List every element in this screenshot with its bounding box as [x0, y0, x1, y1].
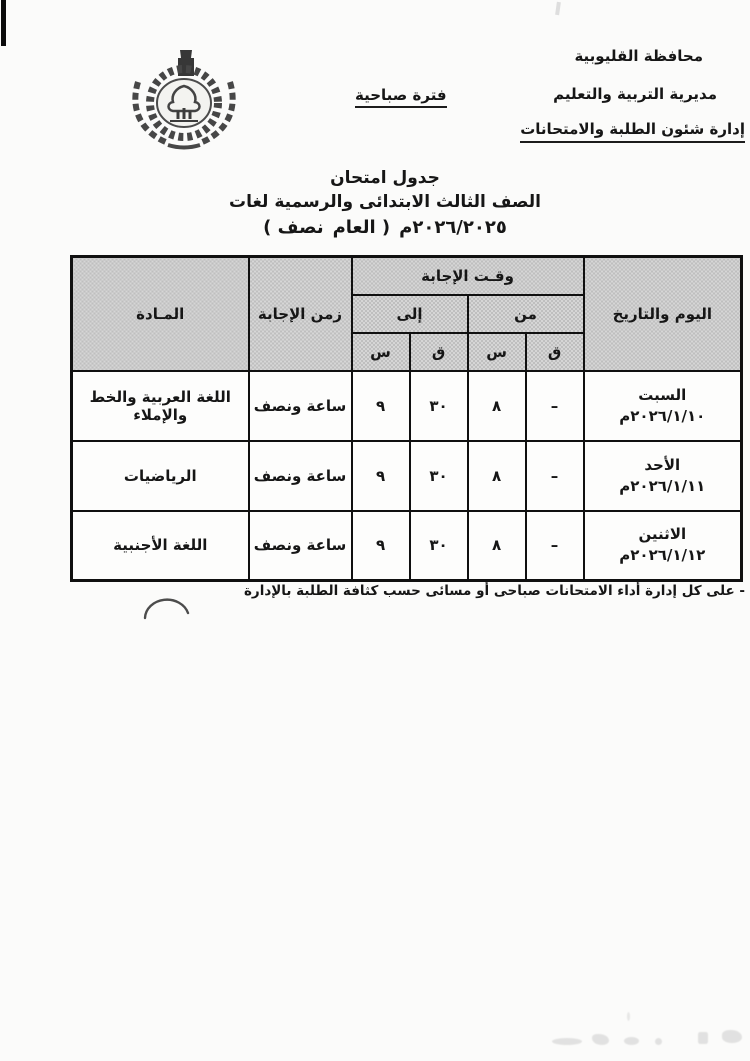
scanner-edge-artifact	[1, 0, 6, 46]
pencil-smudge	[592, 1034, 609, 1045]
faint-scan-mark	[555, 2, 561, 15]
to-minutes-cell: ٣٠	[410, 441, 468, 511]
exam-date: ٢٠٢٦/١/١١م	[619, 476, 706, 495]
letterhead	[495, 46, 745, 143]
from-minutes-cell: –	[526, 371, 584, 441]
exam-schedule-table	[70, 255, 743, 582]
column-header-subject: المـادة	[72, 257, 249, 371]
to-minutes-cell: ٣٠	[410, 511, 468, 581]
midyear-label-part1: ( نصف	[263, 217, 324, 238]
from-minutes-cell: –	[526, 441, 584, 511]
unit-header-minutes-to: ق	[410, 333, 468, 371]
day-name: السبت	[638, 385, 687, 404]
pencil-smudge	[655, 1038, 662, 1045]
to-minutes-cell: ٣٠	[410, 371, 468, 441]
table-row	[72, 371, 742, 441]
from-hours-cell: ٨	[468, 371, 526, 441]
duration-cell: ساعة ونصف	[249, 371, 352, 441]
exam-date: ٢٠٢٦/١/١٢م	[619, 546, 706, 565]
midyear-label-part2: العام )	[332, 217, 391, 238]
subject-cell: الرياضيات	[72, 441, 249, 511]
exam-date: ٢٠٢٦/١/١٠م	[619, 406, 706, 425]
from-hours-cell: ٨	[468, 511, 526, 581]
exam-period-label: فترة صباحية	[355, 86, 447, 108]
column-header-day-date: اليوم والتاريخ	[584, 257, 742, 371]
day-date-cell	[584, 371, 742, 441]
midyear-academic-year: ٢٠٢٦/٢٠٢٥م	[399, 217, 507, 238]
title-midyear-line	[175, 217, 595, 238]
administration-name: إدارة شئون الطلبة والامتحانات	[520, 119, 745, 143]
duration-cell: ساعة ونصف	[249, 441, 352, 511]
unit-header-hours-from: س	[468, 333, 526, 371]
duration-cell: ساعة ونصف	[249, 511, 352, 581]
unit-header-minutes-from: ق	[526, 333, 584, 371]
subject-cell: اللغة العربية والخط والإملاء	[72, 371, 249, 441]
pen-arc-mark	[138, 592, 194, 622]
footnote: - على كل إدارة أداء الامتحانات صباحى أو مسائى حسب كثافة الطلبة بالإدارة	[243, 583, 745, 599]
pencil-smudge	[552, 1038, 582, 1045]
to-hours-cell: ٩	[352, 441, 410, 511]
day-date-cell	[584, 511, 742, 581]
directorate-name: مديرية التربية والتعليم	[553, 85, 717, 103]
column-header-to: إلى	[352, 295, 468, 333]
column-header-from: من	[468, 295, 584, 333]
column-header-duration: زمن الإجابة	[249, 257, 352, 371]
day-name: الاثنين	[638, 525, 687, 544]
unit-header-hours-to: س	[352, 333, 410, 371]
pencil-smudge	[624, 1037, 639, 1045]
governorate-name: محافظة القليوبية	[574, 47, 703, 65]
table-row	[72, 511, 742, 581]
to-hours-cell: ٩	[352, 371, 410, 441]
column-header-answer-time: وقـت الإجابة	[352, 257, 584, 295]
to-hours-cell: ٩	[352, 511, 410, 581]
pencil-smudge	[722, 1030, 742, 1043]
title-grade-line: الصف الثالث الابتدائى والرسمية لغات	[229, 192, 541, 212]
governorate-emblem-logo	[122, 48, 246, 150]
document-title	[175, 168, 595, 238]
table-row	[72, 441, 742, 511]
subject-cell: اللغة الأجنبية	[72, 511, 249, 581]
day-name: الأحد	[644, 455, 681, 474]
pencil-smudge	[627, 1012, 630, 1021]
title-exam-schedule: جدول امتحان	[330, 168, 440, 188]
pencil-smudge	[698, 1032, 708, 1044]
from-hours-cell: ٨	[468, 441, 526, 511]
from-minutes-cell: –	[526, 511, 584, 581]
day-date-cell	[584, 441, 742, 511]
